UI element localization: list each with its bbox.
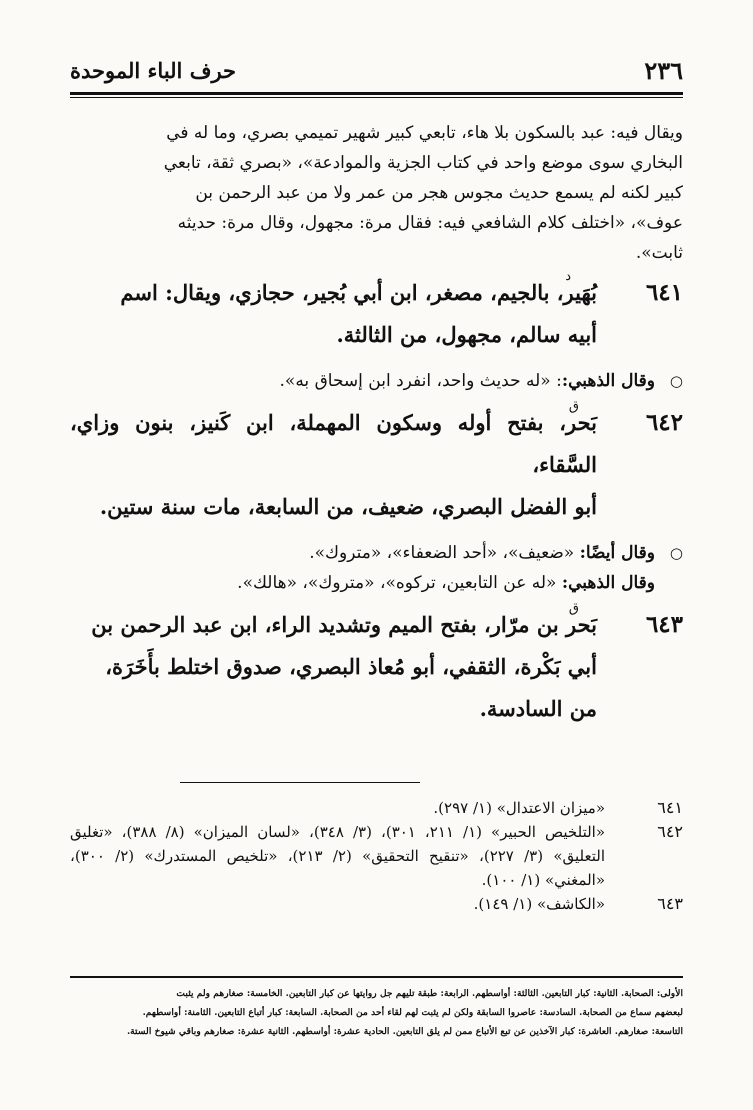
intro-line: ويقال فيه: عبد بالسكون بلا هاء، تابعي كبير شهير تميمي بصري، وما له في [166, 123, 683, 143]
entry-line: بُهَير، بالجيم، مصغر، ابن أبي بُجير، حجازي، ويقال: اسم [120, 280, 597, 305]
intro-line: عوف»، «اختلف كلام الشافعي فيه: فقال مرة: مجهول، وقال مرة: حديثه [177, 213, 683, 233]
note-text: «ضعيف»، «أحد الضعفاء»، «متروك». [309, 543, 580, 563]
chapter-title: حرف الباء الموحدة [70, 58, 237, 83]
entry-line: أبو الفضل البصري، ضعيف، من السابعة، مات سنة ستين. [99, 494, 597, 519]
header-rule [70, 92, 683, 95]
intro-line: كبير لكنه لم يسمع حديث مجوس هجر من عمر ولا من عبد الرحمن بن [195, 183, 683, 203]
reference-number: ٦٤٣ [657, 894, 683, 913]
reference-text: «ميزان الاعتدال» (١/ ٢٩٧). [433, 799, 605, 817]
entry-line: بَحر، بفتح أوله وسكون المهملة، ابن كَنيز، بنون وزاي، السَّقاء، [70, 410, 597, 477]
entry-642 [70, 399, 683, 528]
main-text [70, 118, 683, 730]
references [70, 796, 683, 916]
reference-text: «التلخيص الحبير» (١/ ٢١١، ٣٠١)، (٣/ ٣٤٨)، «لسان الميزان» (٨/ ٣٨٨)، «تغليق التعليق» (٣/ ٢٢٧)، «تنقيح التحقيق» (٢/ ٢١٣)، «تلخيص المستدرك» (٢/ ٣٠٠)، «المغني» (١/ ١٠٠). [70, 823, 606, 889]
note-text: : «له حديث واحد، انفرد ابن إسحاق به». [279, 371, 562, 391]
header-rule-thin [70, 97, 683, 98]
note-642-a [70, 538, 683, 568]
reference-item [70, 892, 683, 916]
legend-line: التاسعة: صغارهم. العاشرة: كبار الآخذين عن تبع الأتباع ممن لم يلق التابعين. الحادية عشرة: أواسطهم. الثانية عشرة: صغارهم وباقي شيوخ الستة. [126, 1026, 683, 1037]
entry-643 [70, 601, 683, 730]
note-641 [70, 366, 683, 396]
intro-paragraph [70, 118, 683, 268]
circle-bullet-icon: ○ [669, 372, 683, 390]
reference-number: ٦٤٢ [657, 822, 683, 841]
note-text: «له عن التابعين، تركوه»، «متروك»، «هالك». [237, 573, 562, 593]
entry-number: ٦٤٣ [645, 611, 683, 638]
entry-line: أبيه سالم، مجهول، من الثالثة. [336, 322, 597, 347]
circle-bullet-icon: ○ [669, 544, 683, 562]
reference-item [70, 796, 683, 820]
footnote-rule [180, 782, 420, 783]
page-header [70, 50, 683, 90]
note-642-b [70, 568, 683, 598]
entry-number: ٦٤١ [645, 279, 683, 306]
entry-number: ٦٤٢ [645, 409, 683, 436]
legend-line: الأولى: الصحابة. الثانية: كبار التابعين. الثالثة: أواسطهم. الرابعة: طبقة تليهم جل روايتها عن كبار التابعين. الخامسة: صغارهم ولم يثبت [176, 988, 683, 999]
entry-641 [70, 269, 683, 356]
entry-line: بَحر بن مرّار، بفتح الميم وتشديد الراء، ابن عبد الرحمن بن [91, 612, 597, 637]
tabaqat-legend [70, 984, 683, 1041]
intro-line: البخاري سوى موضع واحد في كتاب الجزية والموادعة»، «بصري ثقة، تابعي [163, 153, 683, 173]
reference-text: «الكاشف» (١/ ١٤٩). [473, 895, 605, 913]
note-label: وقال الذهبي: [561, 371, 655, 391]
page-number: ٢٣٦ [644, 56, 683, 85]
note-label: وقال أيضًا: [579, 543, 655, 563]
legend-rule [70, 976, 683, 978]
note-label: وقال الذهبي: [561, 573, 655, 593]
book-symbol: ق [568, 601, 579, 616]
legend-line: لبعضهم سماع من الصحابة. السادسة: عاصروا السابقة ولكن لم يثبت لهم لقاء أحد من الصحابة. السابعة: كبار أتباع التابعين. الثامنة: أواسطهم. [142, 1007, 683, 1018]
reference-number: ٦٤١ [657, 798, 683, 817]
book-symbol: ق [568, 399, 579, 414]
entry-line: أبي بَكْرة، الثقفي، أبو مُعاذ البصري، صدوق اختلط بأَخَرَة، [105, 654, 597, 679]
entry-line: من السادسة. [479, 696, 597, 721]
reference-item [70, 820, 683, 892]
book-symbol: د [565, 269, 571, 284]
intro-line: ثابت». [635, 243, 683, 263]
